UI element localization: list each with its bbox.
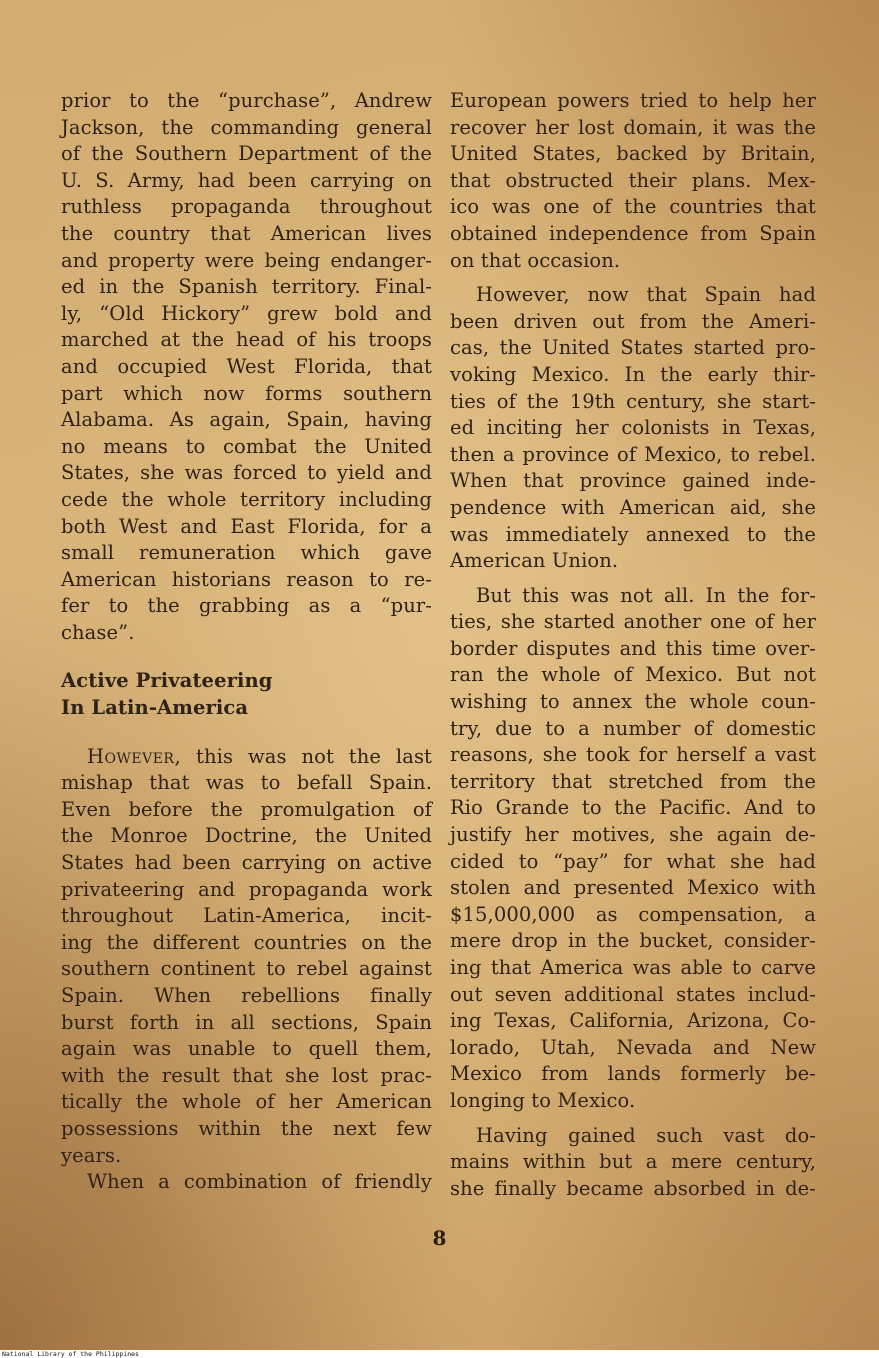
text-line: possessions within the next few — [61, 1116, 432, 1140]
text-line: Mexico from lands formerly be- — [450, 1062, 816, 1086]
text-line: mere drop in the bucket, consider- — [450, 929, 816, 953]
text-line: ing Texas, California, Arizona, Co- — [450, 1009, 816, 1033]
text-line: stolen and presented Mexico with — [450, 876, 816, 900]
library-credit: National Library of the Philippines — [0, 1350, 879, 1358]
text-line: justify her motives, she again de- — [450, 823, 816, 847]
text-line: and property were being endanger- — [61, 248, 432, 272]
paragraph-provoking-mexico — [450, 282, 816, 575]
paragraph-vast-domains — [450, 1123, 816, 1203]
text-line: years. — [61, 1143, 122, 1167]
text-line: wishing to annex the whole coun- — [450, 690, 816, 714]
text-line: cede the whole territory including — [61, 487, 432, 511]
text-line: ico was one of the countries that — [450, 195, 816, 219]
text-line: States, she was forced to yield and — [61, 461, 432, 485]
text-line: with the result that she lost prac- — [61, 1063, 432, 1087]
lead-rest: this was not the last — [181, 744, 432, 768]
text-line: try, due to a number of domestic — [450, 716, 816, 740]
text-line: longing to Mexico. — [450, 1088, 636, 1112]
text-line: cided to “pay” for what she had — [450, 849, 816, 873]
text-line — [61, 744, 432, 771]
text-line: no means to combat the United — [61, 434, 432, 458]
section-heading — [61, 668, 432, 721]
paragraph-overran-mexico — [450, 583, 816, 1115]
text-line: voking Mexico. In the early thir- — [450, 362, 816, 386]
text-line: ed in the Spanish territory. Final- — [61, 275, 432, 299]
paragraph-purchase-florida — [61, 88, 432, 646]
text-line: out seven additional states includ- — [450, 982, 816, 1006]
text-line: United States, backed by Britain, — [450, 142, 816, 166]
text-line: of the Southern Department of the — [61, 142, 432, 166]
text-line: she finally became absorbed in de- — [450, 1176, 816, 1200]
text-line: ing that America was able to carve — [450, 956, 816, 979]
text-line: ties of the 19th century, she start- — [450, 389, 816, 413]
text-line: States had been carrying on active — [61, 851, 432, 875]
text-line: $15,000,000 as compensation, a — [450, 902, 816, 926]
text-line: that obstructed their plans. Mex- — [450, 168, 816, 192]
text-line: then a province of Mexico, to rebel. — [450, 442, 816, 466]
text-line: been driven out from the Ameri- — [450, 309, 816, 333]
text-line: When that province gained inde- — [450, 469, 816, 493]
text-line: Having gained such vast do- — [476, 1123, 816, 1147]
text-line: ties, she started another one of her — [450, 610, 816, 634]
text-line: border disputes and this time over- — [450, 636, 816, 660]
heading-line: In Latin-America — [61, 696, 249, 720]
text-line: American historians reason to re- — [61, 567, 432, 591]
text-line: ed inciting her colonists in Texas, — [450, 416, 816, 440]
text-line: ing the different countries on the — [61, 930, 432, 954]
text-line: Rio Grande to the Pacific. And to — [450, 796, 816, 820]
text-line: tically the whole of her American — [61, 1090, 432, 1114]
text-line: pendence with American aid, she — [450, 495, 816, 519]
text-line: European powers tried to help her — [450, 89, 816, 112]
text-line: fer to the grabbing as a “pur- — [61, 594, 432, 618]
text-line: again was unable to quell them, — [61, 1037, 432, 1061]
text-line: American Union. — [450, 549, 619, 573]
text-line: on that occasion. — [450, 248, 621, 272]
text-line: Spain. When rebellions finally — [61, 984, 432, 1007]
text-line: Jackson, the commanding general — [61, 115, 432, 139]
text-line: territory that stretched from the — [450, 769, 816, 793]
text-line: chase”. — [61, 620, 135, 644]
text-line: U. S. Army, had been carrying on — [61, 168, 432, 192]
text-line: mains within but a mere century, — [450, 1150, 816, 1174]
text-line: burst forth in all sections, Spain — [61, 1010, 432, 1034]
text-line: both West and East Florida, for a — [61, 514, 432, 538]
text-line: marched at the head of his troops — [61, 328, 432, 352]
text-line: was immediately annexed to the — [450, 522, 816, 546]
text-line: and occupied West Florida, that — [61, 354, 432, 378]
text-line: prior to the “purchase”, Andrew — [61, 89, 432, 112]
paragraph-european-powers — [450, 88, 816, 274]
text-line: part which now forms southern — [61, 381, 432, 405]
text-line: ran the whole of Mexico. But not — [450, 663, 816, 687]
text-line: mishap that was to befall Spain. — [61, 771, 432, 795]
text-line: the Monroe Doctrine, the United — [61, 824, 432, 848]
left-column — [61, 88, 432, 1196]
heading-line: Active Privateering — [61, 669, 273, 693]
text-line: reasons, she took for herself a vast — [450, 743, 816, 767]
text-line: throughout Latin-America, incit- — [61, 904, 432, 928]
text-line: Alabama. As again, Spain, having — [61, 408, 432, 432]
text-line: ruthless propaganda throughout — [61, 195, 432, 219]
text-line: southern continent to rebel against — [61, 957, 432, 981]
text-line: ly, “Old Hickory” grew bold and — [61, 301, 432, 325]
text-line: privateering and propaganda work — [61, 877, 432, 901]
lead-word: However, — [87, 744, 182, 768]
text-line: But this was not all. In the for- — [476, 583, 816, 607]
text-line: lorado, Utah, Nevada and New — [450, 1035, 816, 1059]
text-line: However, now that Spain had — [476, 283, 816, 307]
page-number: 8 — [432, 1226, 447, 1250]
text-line: the country that American lives — [61, 221, 432, 245]
right-column — [450, 88, 816, 1202]
paragraph-privateering — [61, 744, 432, 1170]
text-line: obtained independence from Spain — [450, 221, 816, 245]
text-line: small remuneration which gave — [61, 541, 432, 565]
text-line: recover her lost domain, it was the — [450, 115, 816, 139]
paragraph-combination — [61, 1169, 432, 1196]
text-line: When a combination of friendly — [87, 1170, 432, 1194]
text-line: cas, the United States started pro- — [450, 336, 816, 360]
text-line: Even before the promulgation of — [61, 797, 432, 821]
